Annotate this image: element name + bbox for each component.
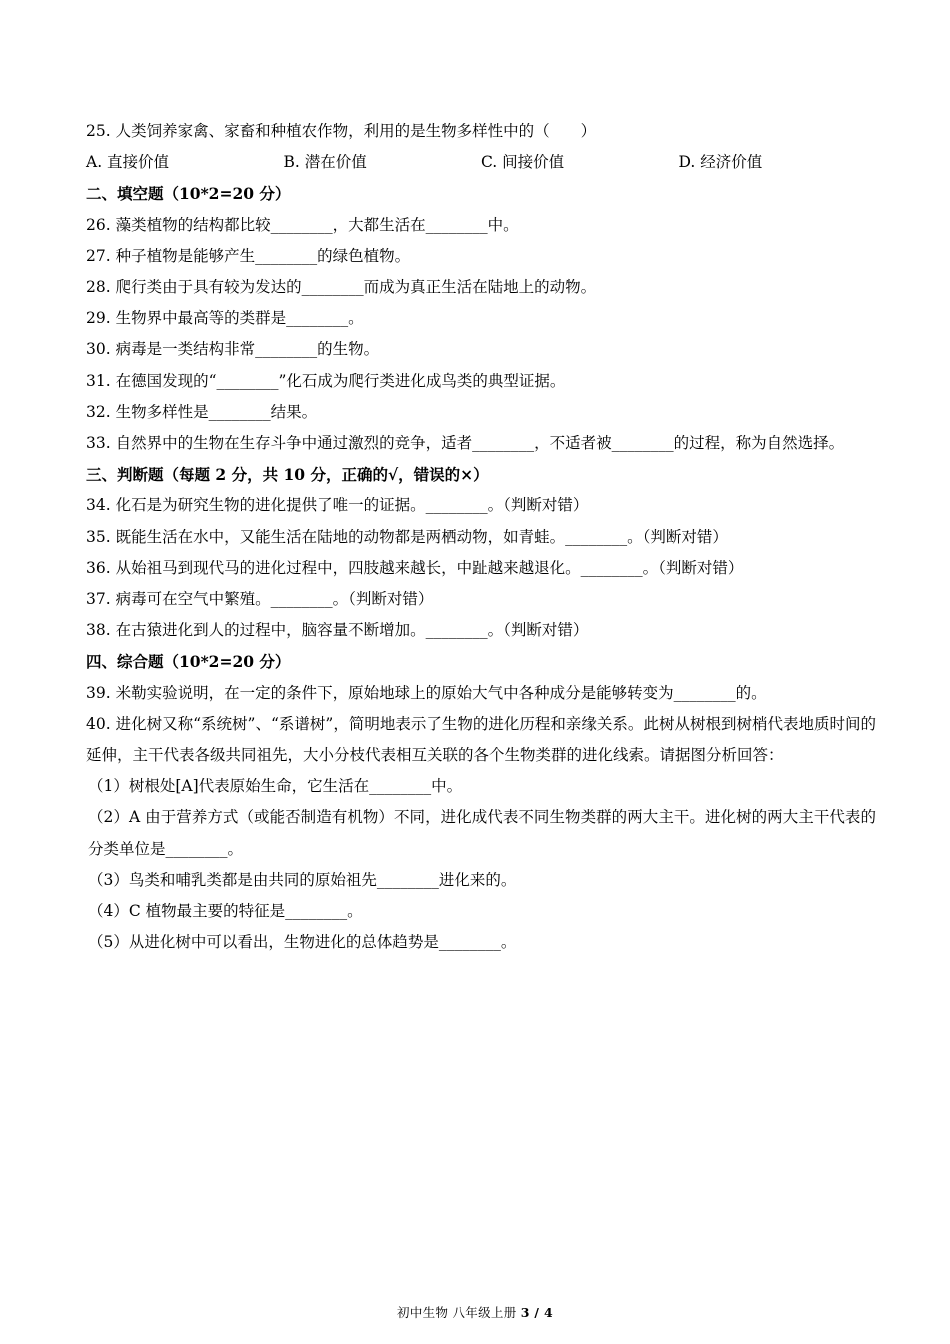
question-40-sub-5: （5）从进化树中可以看出，生物进化的总体趋势是________。 bbox=[88, 933, 517, 952]
question-32: 32. 生物多样性是________结果。 bbox=[86, 402, 318, 421]
question-40-sub-2: （2）A 由于营养方式（或能否制造有机物）不同，进化成代表不同生物类群的两大主干。进化树的两大主干代表的分类单位是________。 bbox=[88, 808, 876, 858]
footer-page-number: 3 / 4 bbox=[520, 1305, 553, 1320]
option-c: C. 间接价值 bbox=[481, 153, 565, 172]
question-34: 34. 化石是为研究生物的进化提供了唯一的证据。________。（判断对错） bbox=[86, 496, 589, 515]
question-40-sub-4: （4）C 植物最主要的特征是________。 bbox=[88, 902, 363, 921]
question-28: 28. 爬行类由于具有较为发达的________而成为真正生活在陆地上的动物。 bbox=[86, 278, 597, 297]
question-29: 29. 生物界中最高等的类群是________。 bbox=[86, 309, 364, 328]
question-40-sub-3: （3）鸟类和哺乳类都是由共同的原始祖先________进化来的。 bbox=[88, 870, 517, 889]
question-38: 38. 在古猿进化到人的过程中，脑容量不断增加。________。（判断对错） bbox=[86, 621, 589, 640]
option-a: A. 直接价值 bbox=[86, 153, 170, 172]
question-37: 37. 病毒可在空气中繁殖。________。（判断对错） bbox=[86, 590, 434, 609]
section-fill-title: 二、填空题（10*2=20 分） bbox=[86, 184, 291, 204]
footer-subject: 初中生物 八年级上册 bbox=[397, 1305, 521, 1320]
question-27: 27. 种子植物是能够产生________的绿色植物。 bbox=[86, 246, 411, 265]
question-30: 30. 病毒是一类结构非常________的生物。 bbox=[86, 340, 380, 359]
question-35: 35. 既能生活在水中，又能生活在陆地的动物都是两栖动物，如青蛙。________。（判断对错） bbox=[86, 527, 728, 546]
section-comprehensive-title: 四、综合题（10*2=20 分） bbox=[86, 652, 291, 672]
question-25-options bbox=[86, 147, 876, 178]
question-40-sub-1: （1）树根处[A]代表原始生命，它生活在________中。 bbox=[88, 777, 463, 796]
exam-page bbox=[86, 116, 876, 958]
question-25: 25. 人类饲养家禽、家畜和种植农作物，利用的是生物多样性中的（ ） bbox=[86, 122, 597, 140]
question-40: 40. 进化树又称“系统树”、“系谱树”，简明地表示了生物的进化历程和亲缘关系。此树从树根到树梢代表地质时间的延伸，主干代表各级共同祖先，大小分枝代表相互关联的各个生物类群的进化线索。请据图分析回答： bbox=[86, 714, 876, 765]
question-36: 36. 从始祖马到现代马的进化过程中，四肢越来越长，中趾越来越退化。________。（判断对错） bbox=[86, 558, 744, 577]
question-39: 39. 米勒实验说明，在一定的条件下，原始地球上的原始大气中各种成分是能够转变为________的。 bbox=[86, 683, 767, 702]
question-31: 31. 在德国发现的“________”化石成为爬行类进化成鸟类的典型证据。 bbox=[86, 371, 566, 390]
question-33: 33. 自然界中的生物在生存斗争中通过激烈的竞争，适者________，不适者被________的过程，称为自然选择。 bbox=[86, 434, 845, 453]
section-judge-title: 三、判断题（每题 2 分，共 10 分，正确的√，错误的×） bbox=[86, 465, 489, 485]
page-footer bbox=[0, 1303, 950, 1321]
option-d: D. 经济价值 bbox=[678, 153, 763, 172]
option-b: B. 潜在价值 bbox=[283, 153, 367, 172]
question-26: 26. 藻类植物的结构都比较________，大都生活在________中。 bbox=[86, 215, 519, 234]
